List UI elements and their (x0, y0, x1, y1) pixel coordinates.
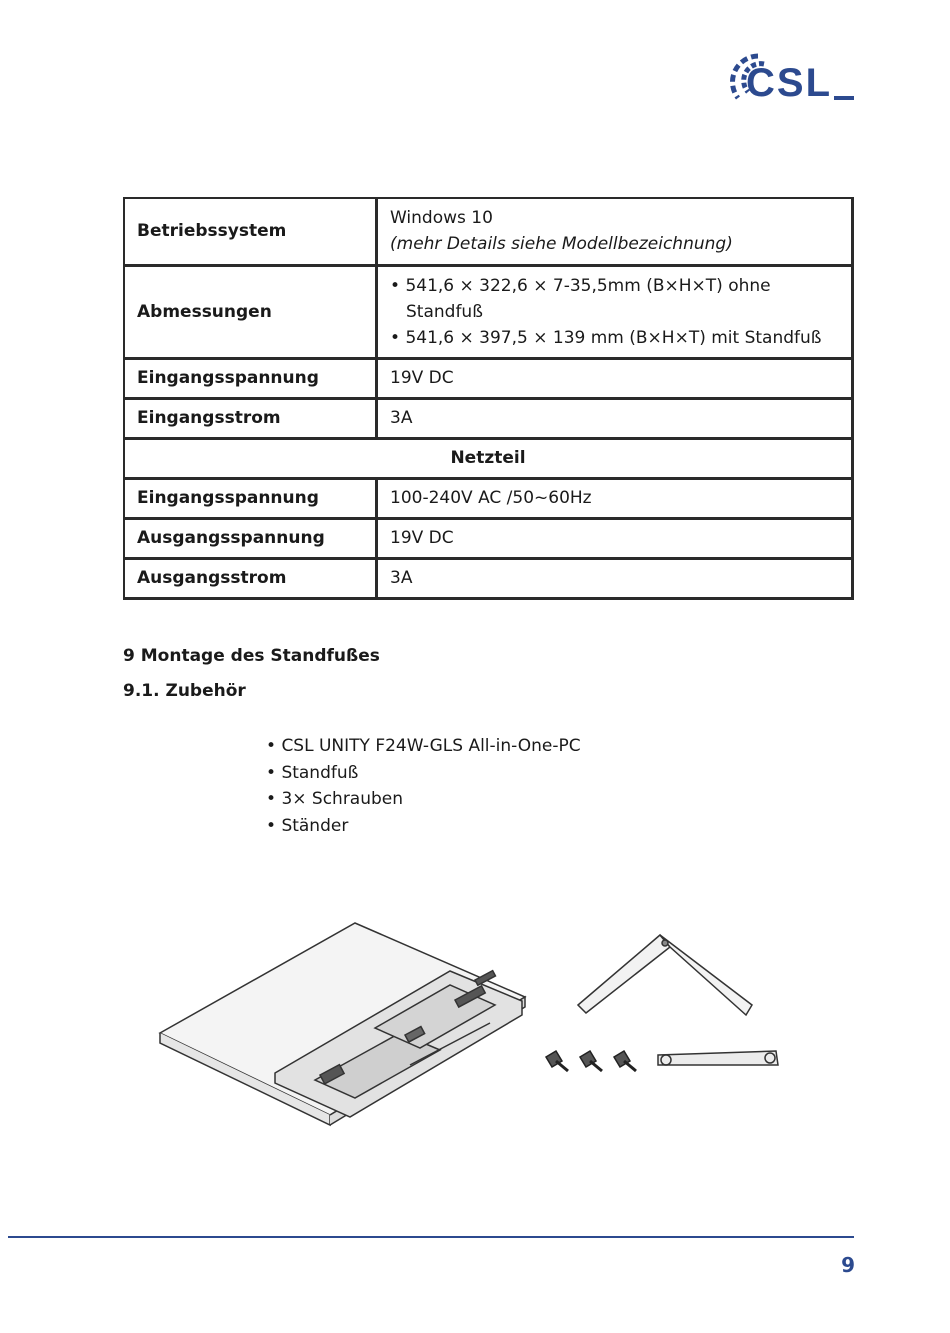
stand-arm-drawing (658, 1051, 778, 1065)
row-label: Eingangsspannung (124, 478, 377, 518)
footer-rule (8, 1236, 854, 1238)
svg-text:CSL: CSL (746, 61, 832, 105)
row-value: 3A (377, 558, 853, 598)
table-row (124, 478, 853, 518)
section-title: Netzteil (124, 438, 853, 478)
row-label: Ausgangsspannung (124, 518, 377, 558)
accessories-illustration (150, 905, 790, 1145)
accessory-list (266, 733, 581, 839)
table-row (124, 358, 853, 398)
row-value (377, 198, 853, 265)
table-row (124, 518, 853, 558)
stand-base-drawing (578, 935, 752, 1015)
table-row (124, 198, 853, 265)
csl-logo (724, 46, 856, 114)
screws-drawing (546, 1051, 636, 1071)
row-label: Ausgangsstrom (124, 558, 377, 598)
table-row (124, 398, 853, 438)
row-label: Betriebssystem (124, 198, 377, 265)
row-label: Abmessungen (124, 265, 377, 358)
bullet-item: • 541,6 × 397,5 × 139 mm (B×H×T) mit Standfuß (390, 327, 822, 348)
pc-drawing (160, 923, 525, 1125)
spec-table (123, 197, 854, 600)
table-row (124, 558, 853, 598)
row-value (377, 265, 853, 358)
table-row (124, 265, 853, 358)
list-item: • Ständer (266, 815, 349, 836)
row-value: 100-240V AC /50~60Hz (377, 478, 853, 518)
row-label: Eingangsstrom (124, 398, 377, 438)
section-heading: 9 Montage des Standfußes (123, 646, 380, 666)
os-note: (mehr Details siehe Modellbezeichnung) (390, 234, 733, 255)
page-number: 9 (841, 1253, 855, 1277)
row-value: 19V DC (377, 518, 853, 558)
row-value: 19V DC (377, 358, 853, 398)
list-item: • CSL UNITY F24W-GLS All-in-One-PC (266, 736, 581, 756)
list-item: • Standfuß (266, 762, 359, 783)
row-label: Eingangsspannung (124, 358, 377, 398)
list-item: • 3× Schrauben (266, 789, 404, 809)
row-value: 3A (377, 398, 853, 438)
os-value: Windows 10 (390, 208, 493, 229)
section-row (124, 438, 853, 478)
section-subheading: 9.1. Zubehör (123, 681, 246, 701)
bullet-item: • 541,6 × 322,6 × 7-35,5mm (B×H×T) ohne Standfuß (390, 275, 771, 322)
